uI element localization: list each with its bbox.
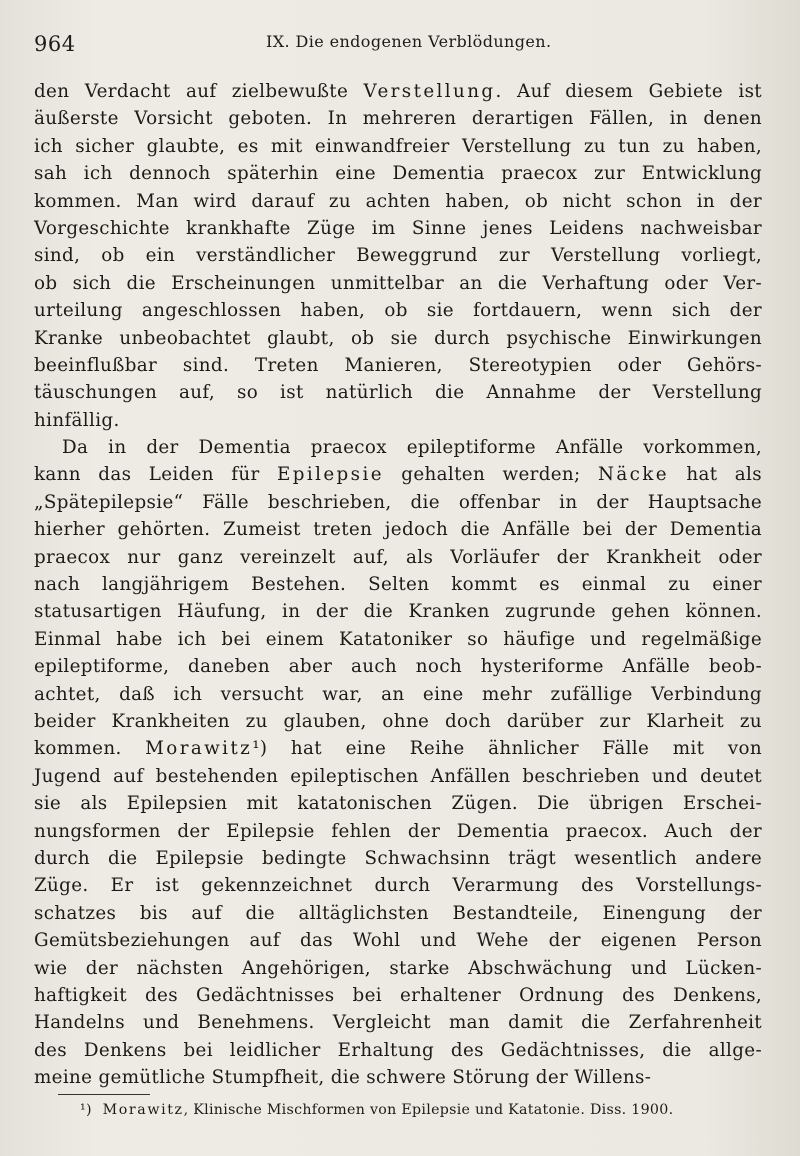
text-line — [34, 763, 762, 790]
text-line — [34, 379, 762, 406]
text-line — [34, 461, 762, 488]
text-line — [34, 215, 762, 242]
text-line — [34, 407, 762, 434]
text-segment: achtet, daß ich versucht war, an eine mehr zufällige Verbindung — [34, 683, 762, 705]
text-line — [34, 188, 762, 215]
text-segment: täuschungen auf, so ist natürlich die Annahme der Verstellung — [34, 382, 762, 404]
text-segment: . Auf diesem Gebiete ist — [495, 81, 762, 102]
body-text — [34, 78, 762, 1091]
text-segment: statusartigen Häufung, in der die Kranken zugrunde gehen können. — [34, 601, 762, 623]
text-line — [34, 325, 762, 352]
text-line — [34, 160, 762, 187]
text-line — [34, 1037, 762, 1064]
text-segment: epileptiforme, daneben aber auch noch hysteriforme Anfälle beob- — [34, 656, 762, 678]
footnote-author: Morawitz — [102, 1102, 184, 1118]
text-line — [34, 708, 762, 735]
text-segment: durch die Epilepsie bedingte Schwachsinn trägt wesentlich andere — [34, 847, 762, 869]
text-segment: beider Krankheiten zu glauben, ohne doch darüber zur Klarheit zu — [34, 710, 762, 732]
text-line — [34, 133, 762, 160]
text-line — [34, 78, 762, 105]
text-line — [34, 270, 762, 297]
text-segment: Kranke unbeobachtet glaubt, ob sie durch psychische Einwirkungen — [34, 327, 762, 349]
text-segment: meine gemütliche Stumpfheit, die schwere Störung der Willens- — [34, 1067, 652, 1089]
text-line — [34, 297, 762, 324]
text-segment: äußerste Vorsicht geboten. In mehreren derartigen Fällen, in denen — [34, 108, 762, 130]
text-segment: Einmal habe ich bei einem Katatoniker so häufige und regelmäßige — [34, 628, 762, 650]
text-segment: Handelns und Benehmens. Vergleicht man damit die Zerfahrenheit — [34, 1012, 762, 1034]
text-segment: ob sich die Erscheinungen unmittelbar an die Verhaftung oder Ver- — [34, 272, 762, 294]
text-segment: schatzes bis auf die alltäglichsten Bestandteile, Einengung der — [34, 902, 762, 924]
spaced-emphasis: Epilepsie — [277, 464, 384, 486]
text-segment: hinfällig. — [34, 409, 120, 431]
text-line — [34, 681, 762, 708]
text-segment: ¹) hat eine Reihe ähnlicher Fälle mit von — [252, 738, 762, 760]
text-line — [34, 516, 762, 543]
text-segment: kann das Leiden für — [34, 464, 277, 486]
text-line — [34, 845, 762, 872]
text-segment: „Spätepilepsie“ Fälle beschrieben, die offenbar in der Hauptsache — [34, 491, 762, 513]
text-line — [34, 242, 762, 269]
text-segment: ich sicher glaubte, es mit einwandfreier Verstellung zu tun zu haben, — [34, 135, 762, 157]
footnote — [80, 1100, 770, 1120]
paragraph-1 — [34, 78, 762, 434]
text-segment: praecox nur ganz vereinzelt auf, als Vorläufer der Krankheit oder — [34, 546, 762, 568]
text-segment: Vorgeschichte krankhafte Züge im Sinne jenes Leidens nachweisbar — [34, 217, 762, 239]
text-line — [34, 598, 762, 625]
text-segment: hat als — [668, 464, 762, 486]
page-header — [34, 30, 760, 60]
text-segment: haftigkeit des Gedächtnisses bei erhaltener Ordnung des Denkens, — [34, 984, 762, 1006]
footnote-marker: ¹) — [80, 1102, 92, 1118]
text-line — [34, 489, 762, 516]
text-segment: des Denkens bei leidlicher Erhaltung des Gedächtnisses, die allge- — [34, 1039, 762, 1061]
footnote-rule — [58, 1094, 150, 1095]
text-line — [34, 571, 762, 598]
text-line — [34, 735, 762, 762]
text-line — [34, 872, 762, 899]
text-line — [34, 927, 762, 954]
text-line — [34, 434, 762, 461]
text-segment: den Verdacht auf zielbewußte — [34, 81, 364, 102]
text-line — [34, 900, 762, 927]
text-segment: Jugend auf bestehenden epileptischen Anfällen beschrieben und deutet — [34, 765, 762, 787]
text-line — [34, 955, 762, 982]
text-line — [34, 105, 762, 132]
text-line — [34, 544, 762, 571]
spaced-emphasis: Morawitz — [145, 738, 253, 760]
text-line — [34, 790, 762, 817]
text-line — [34, 626, 762, 653]
footnote-text: , Klinische Mischformen von Epilepsie und Katatonie. Diss. 1900. — [183, 1102, 674, 1118]
text-segment: Da in der Dementia praecox epileptiforme Anfälle vorkommen, — [62, 437, 762, 459]
paragraph-2 — [34, 434, 762, 1091]
text-segment: sind, ob ein verständlicher Beweggrund zur Verstellung vorliegt, — [34, 245, 762, 267]
spaced-emphasis: Verstellung — [363, 81, 496, 102]
text-segment: beeinflußbar sind. Treten Manieren, Stereotypien oder Gehörs- — [34, 354, 762, 376]
text-line — [34, 1009, 762, 1036]
text-segment: kommen. — [34, 738, 146, 760]
text-segment: hierher gehörten. Zumeist treten jedoch die Anfälle bei der Dementia — [34, 519, 762, 541]
running-head: IX. Die endogenen Verblödungen. — [266, 32, 552, 51]
text-segment: gehalten werden; — [383, 464, 598, 486]
text-line — [34, 982, 762, 1009]
text-segment: sie als Epilepsien mit katatonischen Zügen. Die übrigen Erschei- — [34, 793, 762, 815]
text-line — [34, 352, 762, 379]
spaced-emphasis: Näcke — [597, 464, 669, 486]
text-segment: urteilung angeschlossen haben, ob sie fortdauern, wenn sich der — [34, 300, 762, 322]
text-line — [34, 653, 762, 680]
text-segment: Gemütsbeziehungen auf das Wohl und Wehe der eigenen Person — [34, 930, 762, 952]
text-segment: nungsformen der Epilepsie fehlen der Dementia praecox. Auch der — [34, 820, 762, 842]
text-segment: Züge. Er ist gekennzeichnet durch Verarmung des Vorstellungs- — [34, 875, 762, 897]
text-segment: nach langjährigem Bestehen. Selten kommt es einmal zu einer — [34, 574, 762, 596]
page-number: 964 — [34, 32, 76, 56]
text-segment: sah ich dennoch späterhin eine Dementia praecox zur Entwicklung — [34, 163, 762, 185]
text-line — [34, 818, 762, 845]
text-segment: wie der nächsten Angehörigen, starke Abschwächung und Lücken- — [34, 957, 762, 979]
text-line — [34, 1064, 762, 1091]
text-segment: kommen. Man wird darauf zu achten haben, ob nicht schon in der — [34, 190, 762, 212]
